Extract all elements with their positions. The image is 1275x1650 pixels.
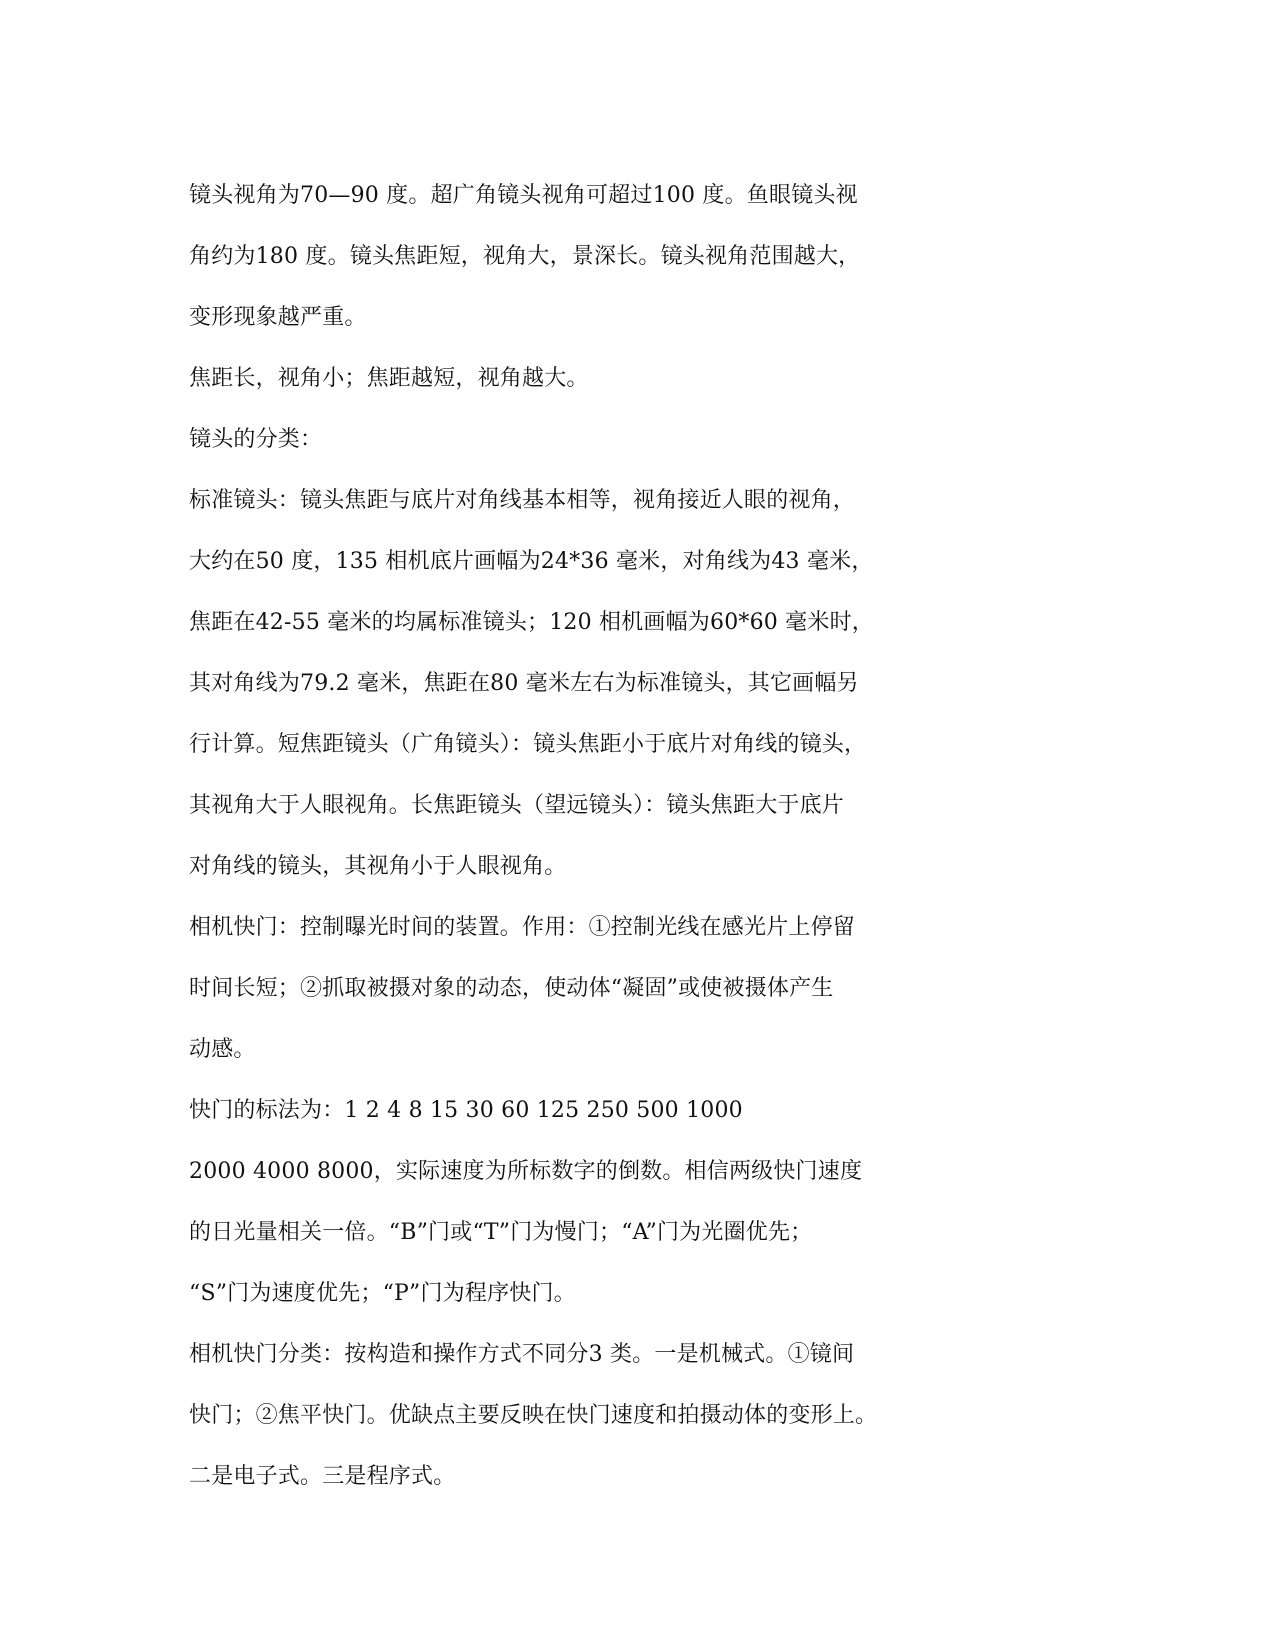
text-line-17: 2000 4000 8000，实际速度为所标数字的倒数。相信两级快门速度 [189, 1159, 863, 1184]
text-line-18: 的日光量相关一倍。“B”门或“T”门为慢门；“A”门为光圈优先； [189, 1220, 813, 1245]
text-line-2: 角约为180 度。镜头焦距短，视角大，景深长。镜头视角范围越大， [189, 244, 861, 269]
text-line-14: 时间长短；②抓取被摄对象的动态，使动体“凝固”或使被摄体产生 [189, 976, 834, 1001]
text-line-19: “S”门为速度优先；“P”门为程序快门。 [189, 1281, 576, 1306]
text-line-7: 大约在50 度，135 相机底片画幅为24*36 毫米，对角线为43 毫米， [189, 549, 874, 574]
body-text [189, 170, 969, 1512]
text-line-11: 其视角大于人眼视角。长焦距镜头（望远镜头）：镜头焦距大于底片 [189, 793, 845, 818]
text-line-21: 快门；②焦平快门。优缺点主要反映在快门速度和拍摄动体的变形上。 [189, 1403, 878, 1428]
text-line-12: 对角线的镜头，其视角小于人眼视角。 [189, 854, 567, 879]
text-line-10: 行计算。短焦距镜头（广角镜头）：镜头焦距小于底片对角线的镜头， [189, 732, 867, 757]
text-line-4: 焦距长，视角小；焦距越短，视角越大。 [189, 366, 589, 391]
text-line-3: 变形现象越严重。 [189, 305, 367, 330]
text-line-1: 镜头视角为70—90 度。超广角镜头视角可超过100 度。鱼眼镜头视 [189, 183, 858, 208]
text-line-5: 镜头的分类： [189, 427, 323, 452]
text-line-22: 二是电子式。三是程序式。 [189, 1464, 456, 1489]
text-line-16: 快门的标法为：1 2 4 8 15 30 60 125 250 500 1000 [189, 1098, 743, 1123]
text-line-8: 焦距在42-55 毫米的均属标准镜头；120 相机画幅为60*60 毫米时， [189, 610, 874, 635]
text-line-13: 相机快门：控制曝光时间的装置。作用：①控制光线在感光片上停留 [189, 915, 856, 940]
text-line-9: 其对角线为79.2 毫米，焦距在80 毫米左右为标准镜头，其它画幅另 [189, 671, 859, 696]
text-line-15: 动感。 [189, 1037, 256, 1062]
text-line-20: 相机快门分类：按构造和操作方式不同分3 类。一是机械式。①镜间 [189, 1342, 855, 1367]
text-line-6: 标准镜头：镜头焦距与底片对角线基本相等，视角接近人眼的视角， [189, 488, 856, 513]
